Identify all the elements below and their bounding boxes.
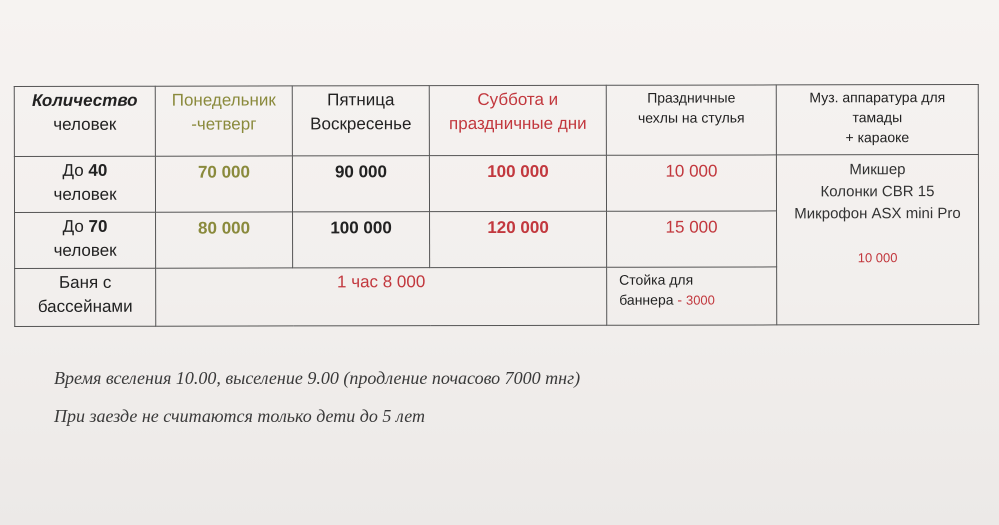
row-70-people (15, 212, 156, 268)
header-chair-covers (606, 85, 776, 155)
music-item-speakers: Колонки CBR 15 (820, 183, 935, 201)
price-table (14, 84, 980, 327)
row-count: 40 (88, 160, 108, 180)
row-unit: человек (53, 240, 117, 260)
price-mon-thu: 70 000 (155, 156, 292, 212)
banner-label-line1: Стойка для (619, 271, 694, 288)
banner-label-line2: баннера (619, 291, 674, 308)
music-equipment-cell (776, 154, 978, 324)
banner-price: 3000 (685, 292, 715, 308)
header-music-line3: + караоке (845, 129, 910, 146)
header-mon-thu-line1: Понедельник (171, 90, 276, 110)
price-mon-thu: 80 000 (156, 212, 293, 268)
row-40-people (14, 156, 155, 212)
sauna-label-line1: Баня с (58, 272, 112, 292)
children-note: При заезде не считаются только дети до 5 лет (54, 406, 425, 426)
price-fri-sun: 100 000 (293, 212, 430, 268)
header-sat-line2: праздничные дни (449, 113, 587, 134)
row-sauna (15, 268, 156, 326)
sauna-label-line2: бассейнами (37, 296, 133, 316)
header-fri-sun-line1: Пятница (327, 90, 395, 110)
checkin-note: Время вселения 10.00, выселение 9.00 (продление почасово 7000 тнг) (54, 368, 581, 388)
header-people-sub: человек (53, 114, 117, 134)
row-prefix: До (62, 160, 89, 180)
header-people-count (14, 86, 155, 156)
header-people-label: Количество (31, 90, 138, 110)
header-covers-line1: Праздничные (647, 89, 736, 106)
banner-stand (607, 267, 777, 325)
banner-dash: - (673, 291, 686, 308)
price-sat-holidays: 100 000 (429, 155, 606, 211)
table-row (14, 154, 978, 212)
header-row (14, 84, 978, 156)
price-fri-sun: 90 000 (292, 156, 429, 212)
header-fri-sun (292, 86, 429, 156)
header-sat-line1: Суббота и (477, 89, 559, 110)
header-covers-line2: чехлы на стулья (637, 109, 745, 126)
header-fri-sun-line2: Воскресенье (310, 114, 412, 134)
header-music-line2: тамады (852, 109, 903, 126)
header-music-equipment (776, 84, 978, 154)
row-unit: человек (53, 184, 117, 204)
header-music-line1: Муз. аппаратура для (809, 89, 946, 106)
header-sat-holidays (429, 85, 606, 155)
music-item-microphone: Микрофон ASX mini Pro (794, 205, 961, 223)
price-chair-covers: 15 000 (607, 211, 777, 267)
header-mon-thu-line2: -четверг (191, 114, 257, 134)
price-sat-holidays: 120 000 (430, 211, 607, 267)
music-price: 10 000 (857, 250, 898, 266)
price-chair-covers: 10 000 (606, 155, 776, 211)
music-item-mixer: Микшер (849, 161, 906, 179)
header-mon-thu (155, 86, 292, 156)
sauna-price: 1 час 8 000 (156, 267, 607, 326)
row-prefix: До (62, 216, 89, 236)
row-count: 70 (88, 216, 108, 236)
